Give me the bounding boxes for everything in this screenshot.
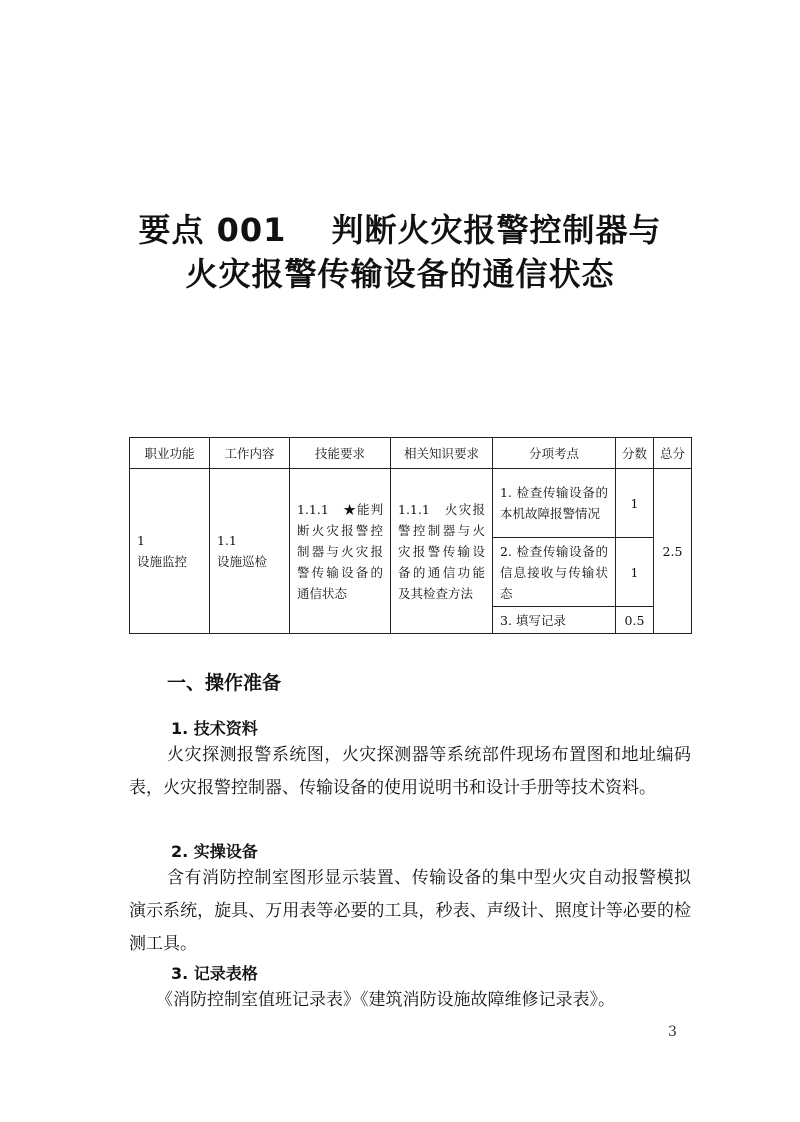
header-skill: 技能要求 bbox=[290, 438, 391, 469]
title-line-2: 火灾报警传输设备的通信状态 bbox=[185, 255, 615, 293]
table-row bbox=[130, 469, 692, 538]
cell-work: 1.1 设施巡检 bbox=[210, 469, 290, 634]
table-header-row bbox=[130, 438, 692, 469]
cell-function: 1 设施监控 bbox=[130, 469, 210, 634]
header-knowledge: 相关知识要求 bbox=[391, 438, 493, 469]
page-number: 3 bbox=[668, 1024, 677, 1040]
cell-score-3: 0.5 bbox=[616, 607, 654, 634]
cell-point-3: 3. 填写记录 bbox=[493, 607, 616, 634]
paragraph-record-forms: 《消防控制室值班记录表》《建筑消防设施故障维修记录表》。 bbox=[156, 990, 615, 1010]
cell-point-2: 2. 检查传输设备的信息接收与传输状态 bbox=[493, 538, 616, 607]
cell-skill: 1.1.1 ★能判断火灾报警控制器与火灾报警传输设备的通信状态 bbox=[290, 469, 391, 634]
cell-total: 2.5 bbox=[654, 469, 692, 634]
cell-point-1: 1. 检查传输设备的本机故障报警情况 bbox=[493, 469, 616, 538]
header-work: 工作内容 bbox=[210, 438, 290, 469]
cell-knowledge: 1.1.1 火灾报警控制器与火灾报警传输设备的通信功能及其检查方法 bbox=[391, 469, 493, 634]
cell-score-1: 1 bbox=[616, 469, 654, 538]
header-total: 总分 bbox=[654, 438, 692, 469]
paragraph-technical-data: 火灾探测报警系统图，火灾探测器等系统部件现场布置图和地址编码表，火灾报警控制器、传输设备的使用说明书和设计手册等技术资料。 bbox=[129, 745, 691, 798]
subheading-technical-data: 1. 技术资料 bbox=[171, 719, 258, 738]
header-point: 分项考点 bbox=[493, 438, 616, 469]
header-score: 分数 bbox=[616, 438, 654, 469]
title-line-1: 要点 001 判断火灾报警控制器与 bbox=[138, 211, 662, 249]
subheading-equipment: 2. 实操设备 bbox=[171, 842, 258, 861]
paragraph-equipment: 含有消防控制室图形显示装置、传输设备的集中型火灾自动报警模拟演示系统，旋具、万用表等必要的工具，秒表、声级计、照度计等必要的检测工具。 bbox=[129, 868, 691, 954]
skill-requirements-table bbox=[129, 437, 692, 634]
page-title bbox=[0, 208, 800, 296]
header-function: 职业功能 bbox=[130, 438, 210, 469]
cell-score-2: 1 bbox=[616, 538, 654, 607]
subheading-record-forms: 3. 记录表格 bbox=[171, 964, 258, 983]
section-heading: 一、操作准备 bbox=[167, 672, 282, 694]
